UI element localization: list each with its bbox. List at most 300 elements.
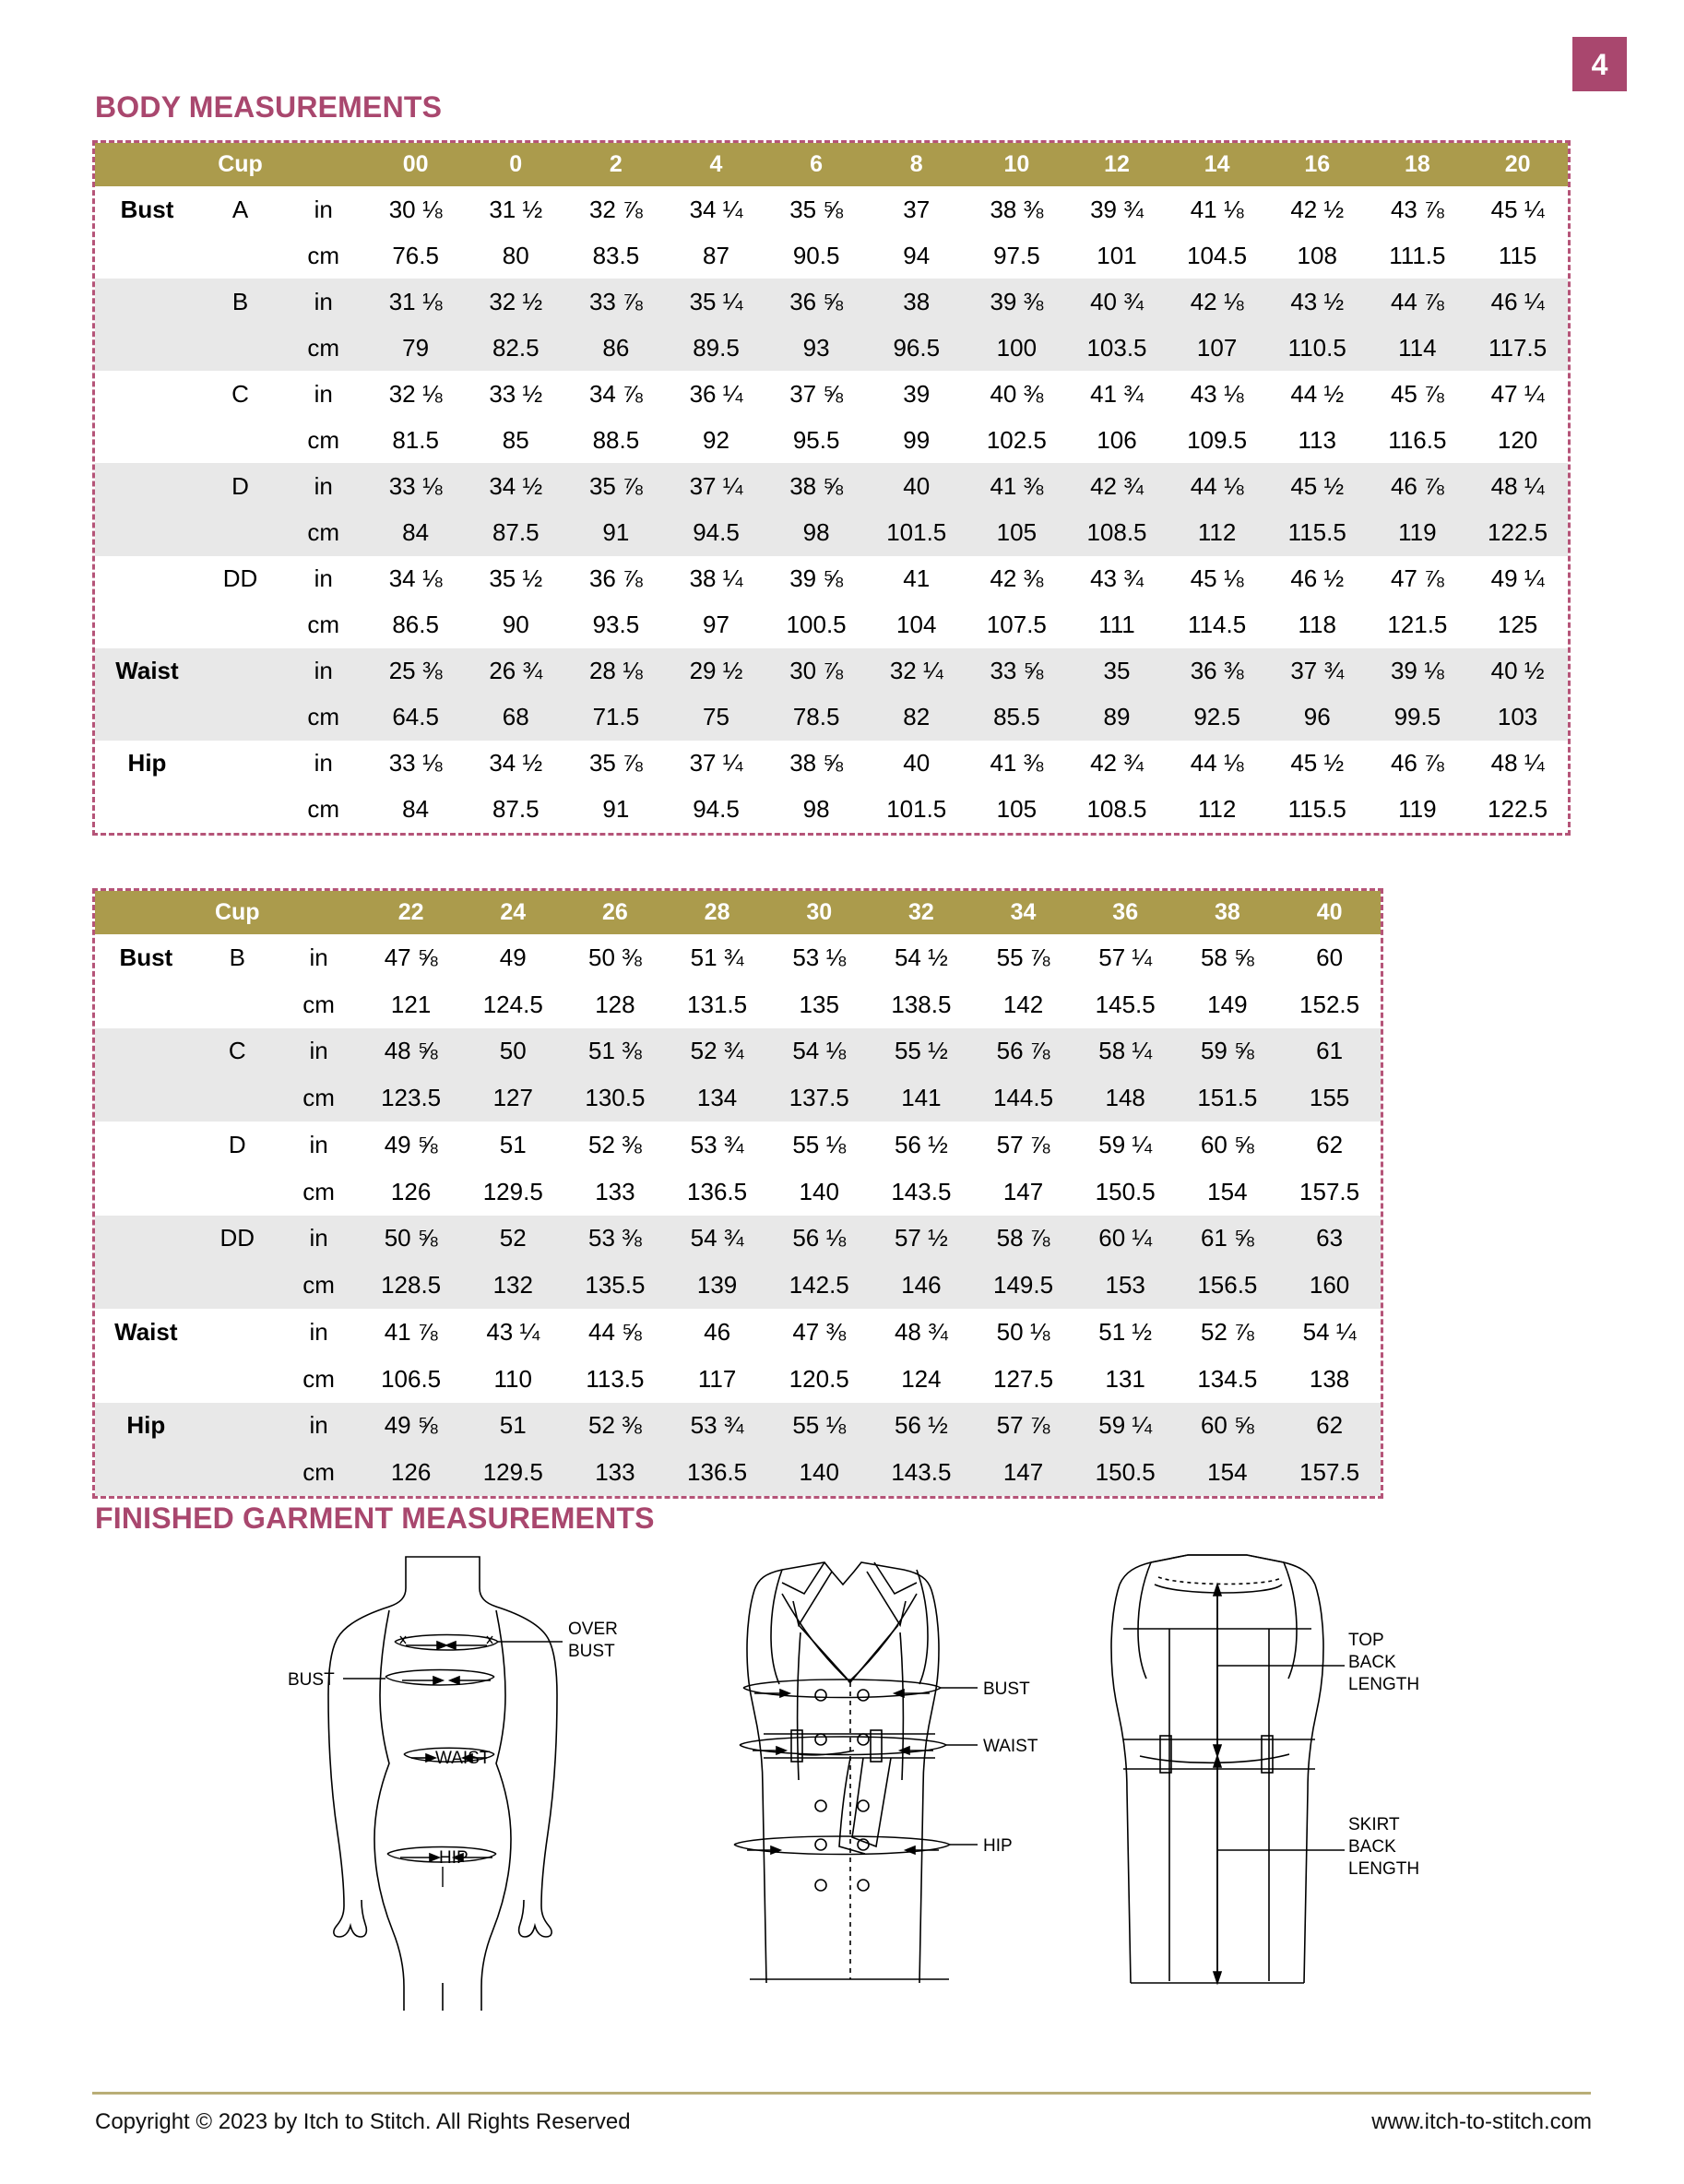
row-unit-label: cm bbox=[302, 990, 335, 1018]
table-1-size-header-16: 16 bbox=[1267, 143, 1368, 186]
measurement-cell: 101 bbox=[1097, 241, 1137, 269]
measurement-cell: 87.5 bbox=[466, 509, 566, 555]
row-unit-label: in bbox=[281, 463, 365, 509]
row-part-label bbox=[95, 694, 199, 741]
measurement-cell: 150.5 bbox=[1095, 1177, 1156, 1205]
measurement-cell: 47 ⅜ bbox=[792, 1317, 847, 1346]
measurement-cell: 36 ⅞ bbox=[588, 564, 643, 593]
table-1-header bbox=[95, 143, 1568, 186]
measurement-cell: 134 bbox=[666, 1074, 768, 1122]
measurement-cell: 122.5 bbox=[1467, 509, 1568, 555]
measurement-cell: 62 bbox=[1278, 1403, 1381, 1450]
row-cup-label: C bbox=[197, 1028, 278, 1075]
measurement-cell: 33 ⅛ bbox=[388, 749, 443, 777]
measurement-cell: 138 bbox=[1309, 1364, 1350, 1393]
measurement-cell: 84 bbox=[365, 509, 466, 555]
row-unit-label: in bbox=[314, 564, 333, 593]
row-unit-label: in bbox=[278, 1216, 360, 1263]
measurement-diagrams bbox=[92, 1549, 1586, 2029]
measurement-cell: 40 bbox=[866, 463, 967, 509]
measurement-cell: 147 bbox=[972, 1449, 1074, 1496]
front-label-waist: WAIST bbox=[983, 1737, 1038, 1756]
row-unit-label: in bbox=[281, 279, 365, 325]
row-unit-label: cm bbox=[307, 795, 340, 824]
measurement-cell: 52 ⅞ bbox=[1200, 1317, 1254, 1346]
front-label-bust: BUST bbox=[983, 1680, 1030, 1699]
row-unit-label: in bbox=[314, 195, 333, 223]
row-cup-label: A bbox=[231, 195, 249, 223]
row-cup-label bbox=[197, 1074, 278, 1122]
table-row bbox=[95, 1122, 1381, 1169]
table-row bbox=[95, 787, 1568, 833]
measurement-cell: 101.5 bbox=[866, 509, 967, 555]
measurement-cell: 96.5 bbox=[866, 325, 967, 371]
body-measurements-table-2 bbox=[95, 891, 1381, 1496]
footer-copyright: Copyright © 2023 by Itch to Stitch. All Rights Reserved bbox=[95, 2109, 631, 2134]
measurement-cell: 75 bbox=[666, 694, 766, 741]
table-row bbox=[95, 981, 1381, 1028]
measurement-cell: 123.5 bbox=[360, 1074, 462, 1122]
body-label-over-bust-line2: BUST bbox=[568, 1642, 615, 1661]
measurement-cell: 32 ¼ bbox=[866, 648, 967, 694]
measurement-cell: 134.5 bbox=[1197, 1364, 1258, 1393]
measurement-cell: 86 bbox=[566, 325, 667, 371]
measurement-cell: 45 ⅛ bbox=[1190, 564, 1244, 593]
table-2-size-header-24: 24 bbox=[462, 891, 564, 934]
row-unit-label: cm bbox=[278, 1449, 360, 1496]
row-part-label bbox=[95, 325, 199, 371]
measurement-cell: 154 bbox=[1207, 1177, 1248, 1205]
measurement-cell: 55 ½ bbox=[871, 1028, 973, 1075]
measurement-cell: 64.5 bbox=[365, 694, 466, 741]
measurement-cell: 153 bbox=[1074, 1262, 1177, 1309]
measurement-cell: 57 ⅞ bbox=[972, 1403, 1074, 1450]
measurement-cell: 56 ⅞ bbox=[972, 1028, 1074, 1075]
measurement-cell: 52 ¾ bbox=[666, 1028, 768, 1075]
measurement-cell: 119 bbox=[1368, 509, 1468, 555]
measurement-cell: 43 ⅛ bbox=[1190, 379, 1244, 408]
measurement-cell: 36 ¼ bbox=[689, 379, 743, 408]
measurement-cell: 44 ⅝ bbox=[588, 1317, 642, 1346]
measurement-cell: 93 bbox=[766, 325, 867, 371]
row-part-label bbox=[95, 279, 199, 325]
table-1-size-header-2: 2 bbox=[566, 143, 667, 186]
measurement-cell: 49 ⅝ bbox=[360, 1403, 462, 1450]
measurement-cell: 45 ½ bbox=[1267, 463, 1368, 509]
measurement-cell: 76.5 bbox=[392, 241, 439, 269]
measurement-cell: 120 bbox=[1497, 425, 1538, 454]
table-row bbox=[95, 371, 1568, 417]
row-part-label bbox=[95, 1356, 197, 1403]
measurement-cell: 38 ⅜ bbox=[990, 195, 1044, 223]
measurement-cell: 34 ⅞ bbox=[588, 379, 643, 408]
measurement-cell: 120.5 bbox=[789, 1364, 849, 1393]
measurement-cell: 151.5 bbox=[1177, 1074, 1279, 1122]
measurement-cell: 33 ⅛ bbox=[365, 463, 466, 509]
measurement-cell: 39 ⅝ bbox=[789, 564, 844, 593]
measurement-cell: 54 ¼ bbox=[1302, 1317, 1357, 1346]
table-1-size-header-4: 4 bbox=[666, 143, 766, 186]
measurement-cell: 133 bbox=[564, 1449, 667, 1496]
measurement-cell: 111.5 bbox=[1389, 241, 1446, 269]
measurement-cell: 157.5 bbox=[1278, 1449, 1381, 1496]
measurement-cell: 45 ½ bbox=[1290, 749, 1345, 777]
measurement-cell: 57 ¼ bbox=[1098, 943, 1153, 971]
measurement-cell: 98 bbox=[802, 795, 830, 824]
measurement-cell: 140 bbox=[768, 1449, 871, 1496]
table-1-header-unit bbox=[281, 143, 365, 186]
measurement-cell: 110 bbox=[493, 1364, 532, 1393]
measurement-cell: 35 ⅞ bbox=[588, 749, 643, 777]
measurement-cell: 47 ⅝ bbox=[384, 943, 438, 971]
table-1-header-cup: Cup bbox=[199, 143, 281, 186]
measurement-cell: 130.5 bbox=[564, 1074, 667, 1122]
measurement-cell: 43 ½ bbox=[1267, 279, 1368, 325]
measurement-cell: 160 bbox=[1278, 1262, 1381, 1309]
measurement-cell: 37 ⅝ bbox=[789, 379, 844, 408]
footer-website: www.itch-to-stitch.com bbox=[1371, 2109, 1592, 2134]
row-unit-label: cm bbox=[307, 241, 340, 269]
body-label-waist: WAIST bbox=[435, 1749, 491, 1768]
table-1-size-header-00: 00 bbox=[365, 143, 466, 186]
measurement-cell: 131 bbox=[1105, 1364, 1145, 1393]
measurement-cell: 52 ⅜ bbox=[588, 1130, 642, 1158]
measurement-cell: 150.5 bbox=[1074, 1449, 1177, 1496]
dress-front-illustration bbox=[682, 1549, 1038, 2011]
footer-divider bbox=[92, 2092, 1591, 2095]
row-cup-label: D bbox=[228, 1130, 246, 1158]
table-row bbox=[95, 648, 1568, 694]
measurement-cell: 142 bbox=[1002, 990, 1044, 1018]
table-1-size-header-18: 18 bbox=[1368, 143, 1468, 186]
body-label-hip: HIP bbox=[439, 1848, 468, 1868]
table-2-size-header-28: 28 bbox=[666, 891, 768, 934]
row-part-label bbox=[95, 1169, 197, 1216]
measurement-cell: 41 ⅜ bbox=[967, 463, 1067, 509]
measurement-cell: 58 ¼ bbox=[1074, 1028, 1177, 1075]
measurement-cell: 42 ¾ bbox=[1090, 749, 1144, 777]
measurement-cell: 47 ¼ bbox=[1490, 379, 1545, 408]
measurement-cell: 32 ⅛ bbox=[388, 379, 443, 408]
measurement-cell: 138.5 bbox=[891, 990, 952, 1018]
measurement-cell: 60 bbox=[1316, 943, 1344, 971]
measurement-cell: 36 ⅜ bbox=[1167, 648, 1267, 694]
measurement-cell: 114.5 bbox=[1188, 611, 1247, 639]
table-row bbox=[95, 694, 1568, 741]
measurement-cell: 128.5 bbox=[360, 1262, 462, 1309]
measurement-cell: 42 ⅛ bbox=[1167, 279, 1267, 325]
measurement-cell: 156.5 bbox=[1177, 1262, 1279, 1309]
measurement-cell: 137.5 bbox=[768, 1074, 871, 1122]
measurement-cell: 53 ⅜ bbox=[564, 1216, 667, 1263]
row-unit-label: in bbox=[309, 943, 328, 971]
measurement-cell: 25 ⅜ bbox=[365, 648, 466, 694]
back-label-top-back-length-line1: TOP bbox=[1348, 1631, 1384, 1650]
measurement-cell: 92 bbox=[703, 425, 729, 454]
back-label-skirt-back-length-line2: BACK bbox=[1348, 1837, 1396, 1857]
measurement-cell: 94.5 bbox=[666, 509, 766, 555]
measurement-cell: 89.5 bbox=[666, 325, 766, 371]
measurement-cell: 143.5 bbox=[891, 1177, 952, 1205]
measurement-cell: 97.5 bbox=[993, 241, 1040, 269]
measurement-cell: 146 bbox=[871, 1262, 973, 1309]
measurement-cell: 49 bbox=[499, 943, 527, 971]
dress-back-illustration bbox=[1051, 1549, 1420, 2011]
measurement-cell: 44 ⅛ bbox=[1167, 463, 1267, 509]
measurement-cell: 43 ¼ bbox=[486, 1317, 540, 1346]
row-part-label bbox=[95, 1122, 197, 1169]
measurement-cell: 61 bbox=[1278, 1028, 1381, 1075]
measurement-cell: 92.5 bbox=[1167, 694, 1267, 741]
body-measurements-table-1-wrapper bbox=[92, 140, 1571, 836]
measurement-cell: 117 bbox=[697, 1364, 737, 1393]
table-row bbox=[95, 186, 1568, 232]
row-cup-label bbox=[199, 694, 281, 741]
measurement-cell: 112 bbox=[1197, 795, 1237, 824]
row-part-label: Waist bbox=[114, 1317, 178, 1346]
table-row bbox=[95, 602, 1568, 648]
page-title-finished-garment-measurements: FINISHED GARMENT MEASUREMENTS bbox=[95, 1502, 655, 1535]
measurement-cell: 129.5 bbox=[462, 1449, 564, 1496]
measurement-cell: 119 bbox=[1398, 795, 1437, 824]
row-unit-label: cm bbox=[278, 1074, 360, 1122]
measurement-cell: 49 ¼ bbox=[1490, 564, 1545, 593]
measurement-cell: 113 bbox=[1298, 425, 1336, 454]
row-part-label: Bust bbox=[119, 943, 173, 971]
row-cup-label bbox=[199, 648, 281, 694]
measurement-cell: 79 bbox=[365, 325, 466, 371]
measurement-cell: 104.5 bbox=[1187, 241, 1248, 269]
measurement-cell: 143.5 bbox=[871, 1449, 973, 1496]
measurement-cell: 59 ¼ bbox=[1074, 1403, 1177, 1450]
table-2-header-unit bbox=[278, 891, 360, 934]
measurement-cell: 44 ½ bbox=[1290, 379, 1345, 408]
row-part-label bbox=[95, 556, 199, 602]
measurement-cell: 88.5 bbox=[592, 425, 640, 454]
table-row bbox=[95, 232, 1568, 279]
measurement-cell: 52 bbox=[462, 1216, 564, 1263]
measurement-cell: 101.5 bbox=[886, 795, 947, 824]
table-2-header-cup: Cup bbox=[197, 891, 278, 934]
measurement-cell: 34 ½ bbox=[466, 463, 566, 509]
measurement-cell: 43 ⅞ bbox=[1390, 195, 1444, 223]
page-title-body-measurements: BODY MEASUREMENTS bbox=[95, 90, 443, 124]
table-row bbox=[95, 556, 1568, 602]
measurement-cell: 39 ¾ bbox=[1090, 195, 1144, 223]
measurement-cell: 124 bbox=[901, 1364, 942, 1393]
measurement-cell: 44 ⅛ bbox=[1190, 749, 1244, 777]
row-cup-label bbox=[199, 741, 281, 787]
measurement-cell: 38 ⅝ bbox=[766, 463, 867, 509]
measurement-cell: 145.5 bbox=[1095, 990, 1156, 1018]
measurement-cell: 38 ¼ bbox=[689, 564, 743, 593]
table-1-size-header-8: 8 bbox=[866, 143, 967, 186]
row-cup-label bbox=[197, 1403, 278, 1450]
back-label-skirt-back-length-line3: LENGTH bbox=[1348, 1859, 1420, 1879]
figure-dress-back bbox=[1051, 1549, 1420, 2011]
row-part-label: Hip bbox=[127, 749, 167, 777]
row-unit-label: in bbox=[309, 1317, 328, 1346]
row-unit-label: cm bbox=[307, 611, 340, 639]
row-cup-label bbox=[199, 417, 281, 463]
measurement-cell: 98 bbox=[766, 509, 867, 555]
measurement-cell: 136.5 bbox=[666, 1449, 768, 1496]
row-part-label bbox=[95, 463, 199, 509]
measurement-cell: 46 ½ bbox=[1290, 564, 1345, 593]
measurement-cell: 58 ⅞ bbox=[972, 1216, 1074, 1263]
body-label-over-bust-line1: OVER bbox=[568, 1620, 618, 1639]
measurement-cell: 116.5 bbox=[1388, 425, 1447, 454]
measurement-cell: 57 ½ bbox=[871, 1216, 973, 1263]
measurement-cell: 48 ⅝ bbox=[360, 1028, 462, 1075]
row-cup-label bbox=[197, 1169, 278, 1216]
row-unit-label: in bbox=[278, 1028, 360, 1075]
table-1-header-part bbox=[95, 143, 199, 186]
row-part-label bbox=[95, 1216, 197, 1263]
measurement-cell: 46 ⅞ bbox=[1390, 749, 1444, 777]
measurement-cell: 29 ½ bbox=[666, 648, 766, 694]
row-part-label bbox=[95, 981, 197, 1028]
measurement-cell: 127 bbox=[462, 1074, 564, 1122]
measurement-cell: 86.5 bbox=[392, 611, 439, 639]
measurement-cell: 40 bbox=[903, 749, 931, 777]
row-part-label bbox=[95, 1028, 197, 1075]
measurement-cell: 108 bbox=[1297, 241, 1337, 269]
row-cup-label: C bbox=[231, 379, 249, 408]
table-row bbox=[95, 509, 1568, 555]
measurement-cell: 82.5 bbox=[466, 325, 566, 371]
row-part-label: Bust bbox=[120, 195, 174, 223]
measurement-cell: 34 ¼ bbox=[689, 195, 743, 223]
measurement-cell: 37 bbox=[903, 195, 931, 223]
row-cup-label: B bbox=[229, 943, 245, 971]
row-cup-label: B bbox=[199, 279, 281, 325]
measurement-cell: 47 ⅞ bbox=[1390, 564, 1444, 593]
measurement-cell: 84 bbox=[402, 795, 430, 824]
body-label-bust: BUST bbox=[288, 1670, 335, 1690]
measurement-cell: 35 bbox=[1067, 648, 1168, 694]
measurement-cell: 42 ¾ bbox=[1067, 463, 1168, 509]
measurement-cell: 44 ⅞ bbox=[1368, 279, 1468, 325]
back-label-top-back-length-line3: LENGTH bbox=[1348, 1675, 1420, 1694]
measurement-cell: 113.5 bbox=[586, 1364, 645, 1393]
table-row bbox=[95, 1216, 1381, 1263]
measurement-cell: 51 bbox=[499, 1130, 527, 1158]
row-unit-label: in bbox=[314, 749, 333, 777]
measurement-cell: 39 bbox=[903, 379, 931, 408]
measurement-cell: 154 bbox=[1177, 1449, 1279, 1496]
measurement-cell: 57 ⅞ bbox=[996, 1130, 1050, 1158]
measurement-cell: 115.5 bbox=[1287, 795, 1346, 824]
row-part-label bbox=[95, 509, 199, 555]
back-label-skirt-back-length-line1: SKIRT bbox=[1348, 1815, 1400, 1834]
measurement-cell: 90 bbox=[502, 611, 529, 639]
measurement-cell: 114 bbox=[1368, 325, 1468, 371]
measurement-cell: 49 ⅝ bbox=[384, 1130, 438, 1158]
measurement-cell: 133 bbox=[595, 1177, 635, 1205]
measurement-cell: 33 ⅞ bbox=[566, 279, 667, 325]
measurement-cell: 100 bbox=[967, 325, 1067, 371]
row-part-label: Hip bbox=[95, 1403, 197, 1450]
measurement-cell: 55 ⅛ bbox=[792, 1130, 847, 1158]
measurement-cell: 41 ⅛ bbox=[1190, 195, 1244, 223]
back-label-top-back-length-line2: BACK bbox=[1348, 1653, 1396, 1672]
row-part-label bbox=[95, 1262, 197, 1309]
measurement-cell: 60 ⅝ bbox=[1177, 1403, 1279, 1450]
table-2-header-part bbox=[95, 891, 197, 934]
measurement-cell: 35 ⅝ bbox=[789, 195, 844, 223]
measurement-cell: 117.5 bbox=[1467, 325, 1568, 371]
row-unit-label: in bbox=[314, 379, 333, 408]
measurement-cell: 122.5 bbox=[1488, 795, 1548, 824]
measurement-cell: 108.5 bbox=[1086, 795, 1147, 824]
table-1-body bbox=[95, 186, 1568, 833]
row-part-label bbox=[95, 417, 199, 463]
table-row bbox=[95, 1356, 1381, 1403]
measurement-cell: 110.5 bbox=[1267, 325, 1368, 371]
measurement-cell: 126 bbox=[360, 1449, 462, 1496]
row-cup-label bbox=[199, 509, 281, 555]
measurement-cell: 50 bbox=[462, 1028, 564, 1075]
figure-body-form bbox=[286, 1549, 636, 2011]
row-cup-label bbox=[199, 232, 281, 279]
table-row bbox=[95, 1262, 1381, 1309]
table-2-size-header-40: 40 bbox=[1278, 891, 1381, 934]
row-cup-label bbox=[197, 1309, 278, 1356]
measurement-cell: 46 ¼ bbox=[1467, 279, 1568, 325]
measurement-cell: 96 bbox=[1267, 694, 1368, 741]
figure-dress-front bbox=[682, 1549, 1038, 2011]
measurement-cell: 85.5 bbox=[967, 694, 1067, 741]
row-cup-label bbox=[199, 325, 281, 371]
measurement-cell: 46 ⅞ bbox=[1368, 463, 1468, 509]
row-part-label bbox=[95, 371, 199, 417]
row-part-label bbox=[95, 787, 199, 833]
row-part-label bbox=[95, 1449, 197, 1496]
measurement-cell: 54 ½ bbox=[894, 943, 948, 971]
measurement-cell: 128 bbox=[595, 990, 635, 1018]
measurement-cell: 34 ½ bbox=[489, 749, 543, 777]
measurement-cell: 41 ⅜ bbox=[990, 749, 1044, 777]
measurement-cell: 112 bbox=[1167, 509, 1267, 555]
table-2-size-header-30: 30 bbox=[768, 891, 871, 934]
table-row bbox=[95, 417, 1568, 463]
measurement-cell: 155 bbox=[1278, 1074, 1381, 1122]
measurement-cell: 56 ½ bbox=[871, 1403, 973, 1450]
measurement-cell: 53 ¾ bbox=[666, 1403, 768, 1450]
measurement-cell: 37 ¾ bbox=[1267, 648, 1368, 694]
table-1-size-header-0: 0 bbox=[466, 143, 566, 186]
measurement-cell: 60 ¼ bbox=[1074, 1216, 1177, 1263]
measurement-cell: 28 ⅛ bbox=[566, 648, 667, 694]
measurement-cell: 30 ⅞ bbox=[766, 648, 867, 694]
measurement-cell: 135 bbox=[799, 990, 839, 1018]
measurement-cell: 51 bbox=[462, 1403, 564, 1450]
measurement-cell: 91 bbox=[602, 795, 630, 824]
measurement-cell: 125 bbox=[1497, 611, 1538, 639]
table-row bbox=[95, 1169, 1381, 1216]
measurement-cell: 91 bbox=[566, 509, 667, 555]
table-row bbox=[95, 1074, 1381, 1122]
table-1-header-row bbox=[95, 143, 1568, 186]
measurement-cell: 99 bbox=[903, 425, 931, 454]
measurement-cell: 87 bbox=[703, 241, 729, 269]
measurement-cell: 139 bbox=[666, 1262, 768, 1309]
measurement-cell: 42 ⅜ bbox=[990, 564, 1044, 593]
measurement-cell: 48 ¾ bbox=[894, 1317, 948, 1346]
measurement-cell: 95.5 bbox=[792, 425, 840, 454]
measurement-cell: 100.5 bbox=[786, 611, 847, 639]
